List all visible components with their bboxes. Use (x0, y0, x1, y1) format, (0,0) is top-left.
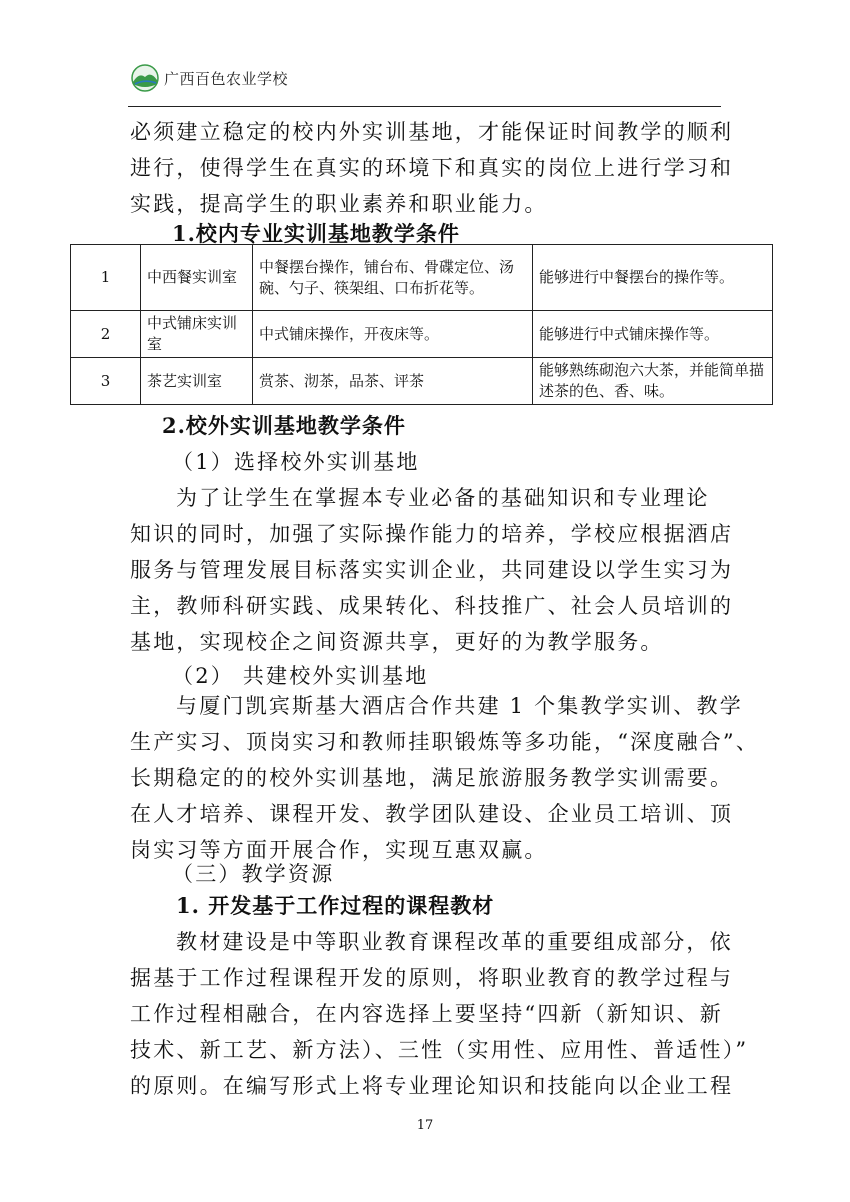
page-number: 17 (416, 1118, 434, 1133)
sub2-heading: （2） 共建校外实训基地 (172, 664, 429, 688)
school-name: 广西百色农业学校 (164, 69, 289, 88)
section1-heading: 1.校内专业实训基地教学条件 (172, 221, 460, 246)
para3-line: 工作过程相融合，在内容选择上要坚持“四新（新知识、新 (130, 1002, 723, 1026)
para1-line: 主，教师科研实践、成果转化、科技推广、社会人员培训的 (130, 594, 734, 618)
para1-line: 为了让学生在掌握本专业必备的基础知识和专业理论 (176, 486, 710, 510)
training-content: 赏茶、沏茶，品茶、评茶 (253, 358, 533, 405)
training-ability: 能够熟练砌泡六大茶，并能简单描述茶的色、香、味。 (533, 358, 773, 405)
room-name: 中西餐实训室 (141, 245, 253, 311)
training-rooms-table (70, 244, 773, 405)
training-content: 中式铺床操作，开夜床等。 (253, 311, 533, 358)
para2-line: 生产实习、顶岗实习和教师挂职锻炼等多功能，“深度融合”、 (130, 730, 760, 754)
para2-line: 岗实习等方面开展合作，实现互惠双赢。 (130, 838, 548, 862)
table-row (71, 358, 773, 405)
section3-heading: （三）教学资源 (172, 862, 335, 886)
room-name: 中式铺床实训室 (141, 311, 253, 358)
training-ability: 能够进行中餐摆台的操作等。 (533, 245, 773, 311)
training-content: 中餐摆台操作，铺台布、骨碟定位、汤碗、勺子、筷架组、口布折花等。 (253, 245, 533, 311)
para2-line: 在人才培养、课程开发、教学团队建设、企业员工培训、顶 (130, 802, 734, 826)
table-row (71, 245, 773, 311)
para1-line: 基地，实现校企之间资源共享，更好的为教学服务。 (130, 630, 664, 654)
header-rule (128, 106, 721, 107)
training-ability: 能够进行中式铺床操作等。 (533, 311, 773, 358)
para3-line: 技术、新工艺、新方法）、三性（实用性、应用性、普适性）” (130, 1038, 749, 1062)
row-number: 2 (71, 311, 141, 358)
table-row (71, 311, 773, 358)
para3-line: 的原则。在编写形式上将专业理论知识和技能向以企业工程 (130, 1074, 734, 1098)
para2-line: 与厦门凯宾斯基大酒店合作共建 1 个集教学实训、教学 (176, 694, 743, 718)
row-number: 1 (71, 245, 141, 311)
page-header (130, 58, 288, 98)
section3-1-heading: 1. 开发基于工作过程的课程教材 (176, 893, 495, 918)
para2-line: 长期稳定的的校外实训基地，满足旅游服务教学实训需要。 (130, 766, 734, 790)
para3-line: 据基于工作过程课程开发的原则，将职业教育的教学过程与 (130, 966, 734, 990)
intro-line: 实践，提高学生的职业素养和职业能力。 (130, 192, 548, 216)
para1-line: 服务与管理发展目标落实实训企业，共同建设以学生实习为 (130, 558, 734, 582)
para1-line: 知识的同时，加强了实际操作能力的培养，学校应根据酒店 (130, 522, 734, 546)
school-logo-icon (130, 63, 160, 93)
intro-line: 进行，使得学生在真实的环境下和真实的岗位上进行学习和 (130, 156, 734, 180)
para3-line: 教材建设是中等职业教育课程改革的重要组成部分，依 (176, 930, 733, 954)
row-number: 3 (71, 358, 141, 405)
room-name: 茶艺实训室 (141, 358, 253, 405)
section2-heading: 2.校外实训基地教学条件 (162, 413, 406, 438)
intro-line: 必须建立稳定的校内外实训基地，才能保证时间教学的顺利 (130, 120, 734, 144)
sub1-heading: （1）选择校外实训基地 (172, 450, 420, 474)
